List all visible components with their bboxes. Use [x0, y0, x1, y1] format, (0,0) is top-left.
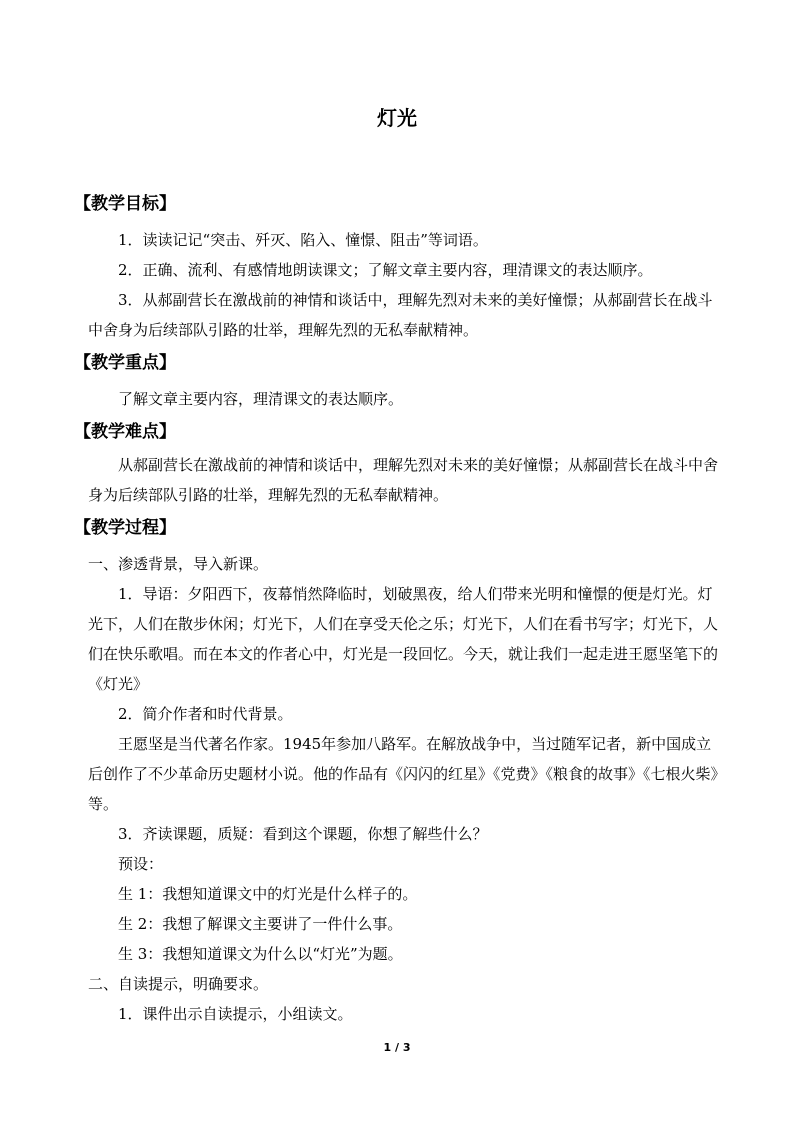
process-step1-item3: 3．齐读课题，质疑：看到这个课题，你想了解些什么？: [118, 825, 488, 843]
difficulties-text: 从郝副营长在激战前的神情和谈话中，理解先烈对未来的美好憧憬；从郝副营长在战斗中舍身为后续部队引路的壮举，理解先烈的无私奉献精神。: [88, 456, 719, 504]
key-points-heading: 【教学重点】: [74, 353, 176, 373]
objectives-heading: 【教学目标】: [74, 194, 176, 214]
process-step1-item2: 2．简介作者和时代背景。: [118, 705, 293, 723]
process-step1-item2-text: 王愿坚是当代著名作家。1945年参加八路军。在解放战争中，当过随军记者，新中国成立后创作了不少革命历史题材小说。他的作品有《闪闪的红星》《党费》《粮食的故事》《七根火柴》等。: [88, 735, 719, 813]
objective-item-3: 3．从郝副营长在激战前的神情和谈话中，理解先烈对未来的美好憧憬；从郝副营长在战斗中舍身为后续部队引路的壮举，理解先烈的无私奉献精神。: [88, 291, 713, 339]
student-answer-1: 生 1：我想知道课文中的灯光是什么样子的。: [118, 885, 418, 903]
objective-item-1: 1．读读记记“突击、歼灭、陷入、憧憬、阻击”等词语。: [118, 231, 488, 249]
difficulties-heading: 【教学难点】: [74, 422, 176, 442]
objective-item-2: 2．正确、流利、有感情地朗读课文；了解文章主要内容，理清课文的表达顺序。: [118, 261, 653, 279]
presets-label: 预设：: [118, 855, 164, 873]
process-step2-title: 二、自读提示，明确要求。: [88, 975, 269, 993]
process-step2-item1: 1．课件出示自读提示，小组读文。: [118, 1005, 353, 1023]
process-step1-title: 一、渗透背景，导入新课。: [88, 555, 269, 573]
page-number: 1 / 3: [383, 1041, 411, 1054]
process-heading: 【教学过程】: [74, 518, 176, 538]
key-points-text: 了解文章主要内容，理清课文的表达顺序。: [118, 390, 404, 408]
document-body: [74, 186, 719, 1029]
student-answer-2: 生 2：我想了解课文主要讲了一件什么事。: [118, 915, 403, 933]
process-step1-item1: 1．导语：夕阳西下，夜幕悄然降临时，划破黑夜，给人们带来光明和憧憬的便是灯光。灯光下，人们在散步休闲；灯光下，人们在享受天伦之乐；灯光下，人们在看书写字；灯光下，人们在快乐歌唱。而在本文的作者心中，灯光是一段回忆。今天，就让我们一起走进王愿坚笔下的《灯光》: [88, 585, 719, 693]
page-title: 灯光: [377, 106, 417, 130]
student-answer-3: 生 3：我想知道课文为什么以“灯光”为题。: [118, 945, 403, 963]
